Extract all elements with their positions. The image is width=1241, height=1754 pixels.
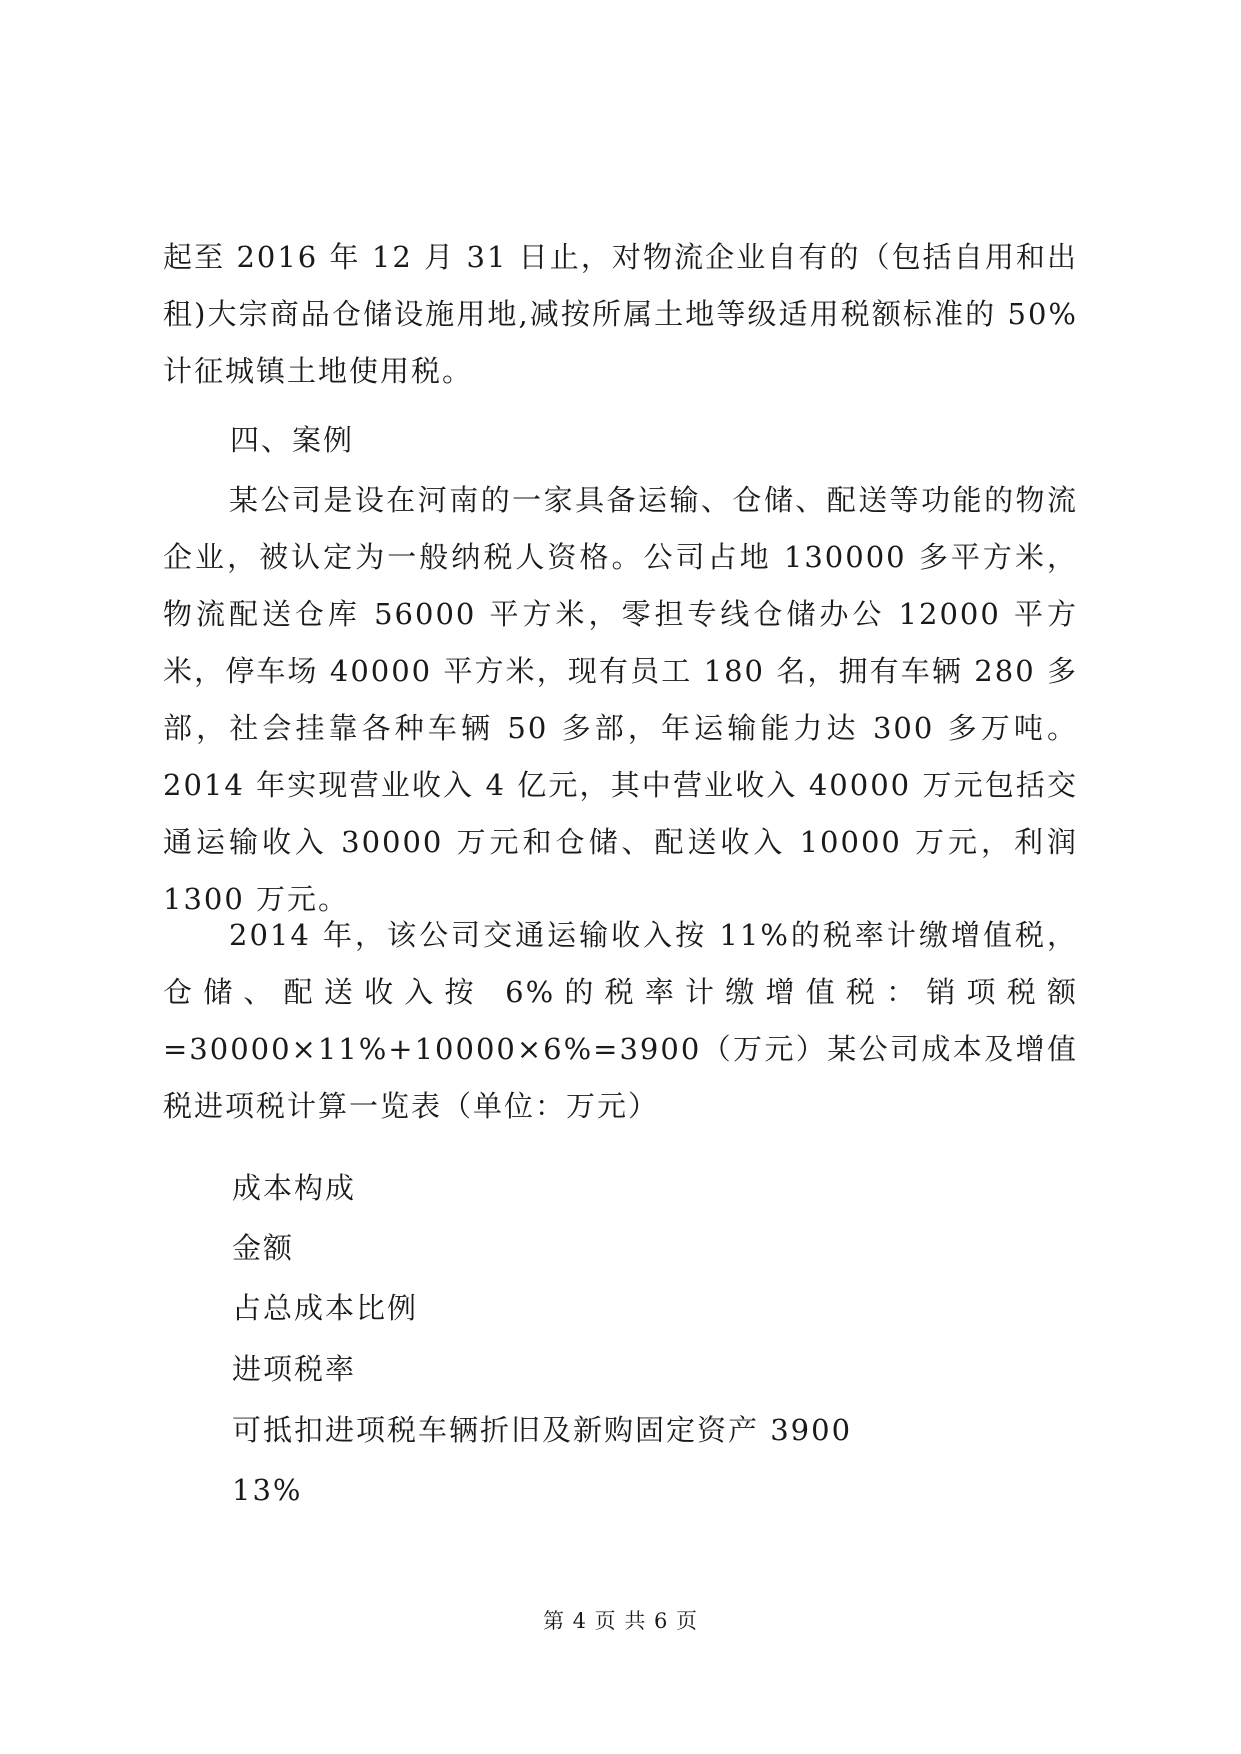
paragraph-vat-calculation: 2014 年，该公司交通运输收入按 11%的税率计缴增值税，仓储、配送收入按 6%的税率计缴增值税：销项税额=30000×11%+10000×6%=3900（万元）某公司成本及增值税进项税计算一览表（单位：万元） [163, 918, 1078, 1123]
table-header-cost-ratio: 占总成本比例 [232, 1291, 419, 1325]
page-footer: 第 4 页 共 6 页 [542, 1609, 699, 1633]
paragraph-land-use-tax: 起至 2016 年 12 月 31 日止，对物流企业自有的（包括自用和出租)大宗商品仓储设施用地,减按所属土地等级适用税额标准的 50%计征城镇土地使用税。 [163, 240, 1078, 388]
table-header-amount: 金额 [232, 1231, 295, 1265]
section-heading-case: 四、案例 [230, 423, 355, 457]
table-header-cost-composition: 成本构成 [232, 1171, 357, 1205]
table-cell-rate: 13% [232, 1473, 303, 1507]
paragraph-company-profile: 某公司是设在河南的一家具备运输、仓储、配送等功能的物流企业，被认定为一般纳税人资格。公司占地 130000 多平方米，物流配送仓库 56000 平方米，零担专线仓储办公 12000 平方米，停车场 40000 平方米，现有员工 180 名，拥有车辆 280 多部，社会挂靠各种车辆 50 多部，年运输能力达 300 多万吨。2014 年实现营业收入 4 亿元，其中营业收入 40000 万元包括交通运输收入 30000 万元和仓储、配送收入 10000 万元，利润 1300 万元。 [163, 483, 1078, 916]
table-header-input-tax-rate: 进项税率 [232, 1352, 357, 1386]
table-row-vehicle-depreciation: 可抵扣进项税车辆折旧及新购固定资产 3900 [232, 1413, 853, 1447]
